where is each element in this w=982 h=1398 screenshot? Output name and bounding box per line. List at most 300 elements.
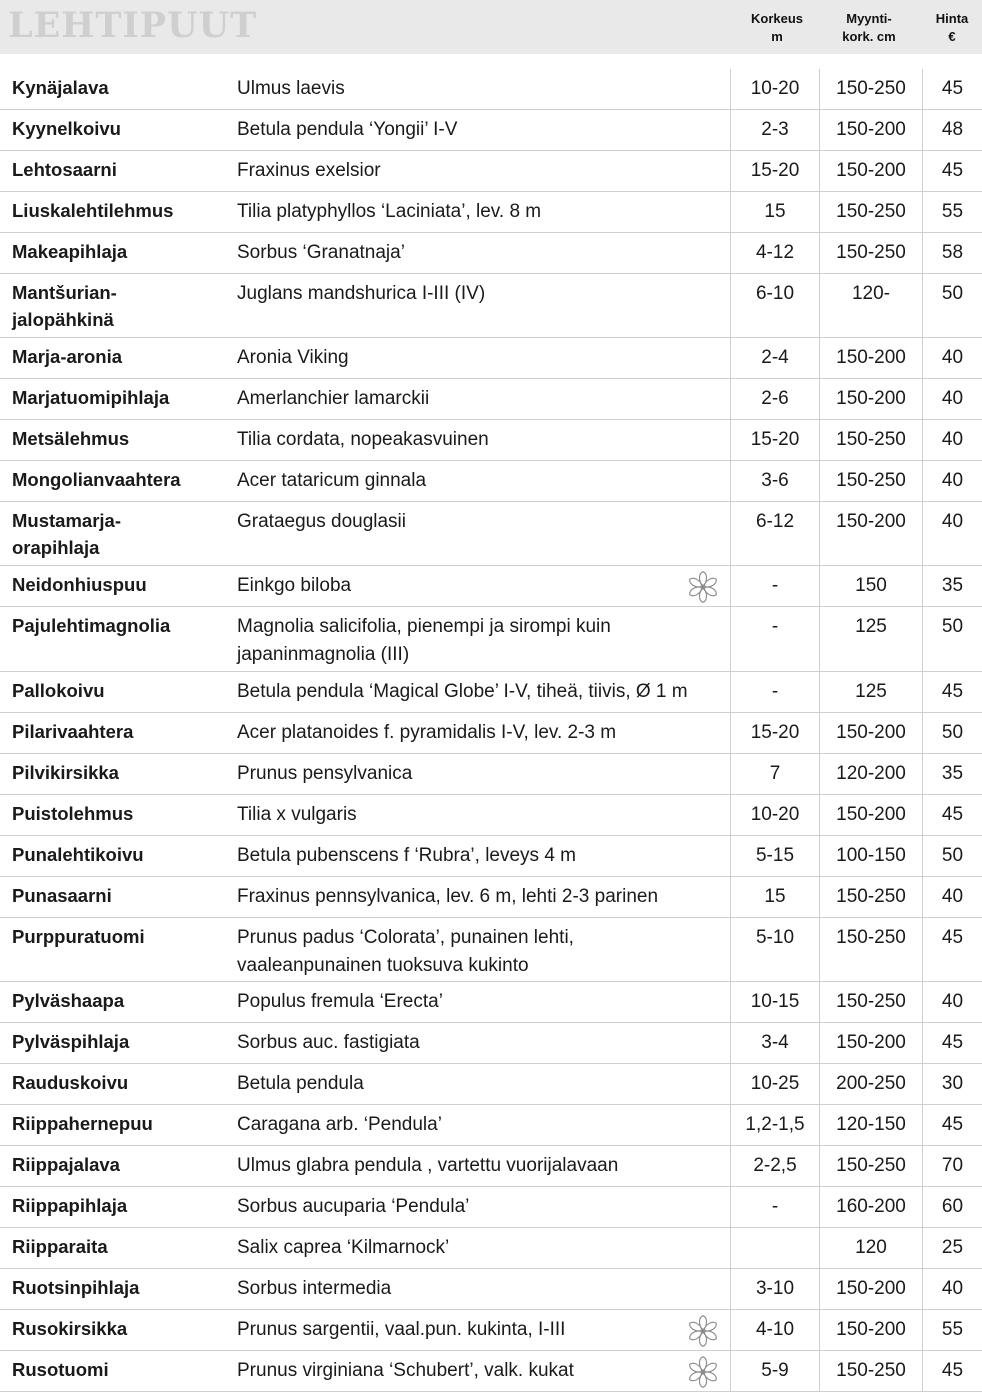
sales-height-cm bbox=[819, 1105, 922, 1145]
sales-height-cm-text: 150-200 bbox=[836, 160, 906, 181]
latin-name bbox=[236, 982, 730, 1022]
latin-name-text: Betula pubenscens f ‘Rubra’, leveys 4 m bbox=[237, 845, 577, 866]
plant-name bbox=[0, 338, 236, 378]
price-eur-text: 50 bbox=[941, 283, 964, 304]
sales-height-cm bbox=[819, 754, 922, 794]
latin-name bbox=[236, 1351, 730, 1391]
table-row bbox=[0, 754, 982, 795]
price-eur bbox=[922, 1310, 982, 1350]
plant-name bbox=[0, 877, 236, 917]
plant-name-text: Punalehtikoivu bbox=[12, 844, 144, 865]
plant-name-text: Mantšurian- jalopähkinä bbox=[12, 282, 117, 330]
column-header-price-line2: € bbox=[948, 29, 956, 44]
latin-name-text: Sorbus auc. fastigiata bbox=[237, 1032, 420, 1053]
plant-name bbox=[0, 836, 236, 876]
table-row bbox=[0, 1269, 982, 1310]
price-eur-text: 35 bbox=[941, 763, 964, 784]
latin-name-text: Tilia x vulgaris bbox=[237, 804, 357, 825]
latin-name bbox=[236, 1269, 730, 1309]
price-eur-text: 40 bbox=[941, 347, 964, 368]
sales-height-cm bbox=[819, 795, 922, 835]
sales-height-cm bbox=[819, 918, 922, 981]
height-m bbox=[730, 233, 819, 273]
height-m-text: - bbox=[771, 681, 779, 702]
latin-name bbox=[236, 877, 730, 917]
column-header-height bbox=[741, 10, 813, 46]
latin-name bbox=[236, 1064, 730, 1104]
latin-name-text: Populus fremula ‘Erecta’ bbox=[237, 991, 443, 1012]
plant-name bbox=[0, 918, 236, 981]
plant-name bbox=[0, 607, 236, 671]
height-m-text: 5-10 bbox=[755, 927, 795, 948]
price-eur bbox=[922, 836, 982, 876]
height-m-text: 6-12 bbox=[755, 511, 795, 532]
price-eur-text: 48 bbox=[941, 119, 964, 140]
height-m-text: 2-6 bbox=[761, 388, 789, 409]
plant-name bbox=[0, 982, 236, 1022]
plant-name bbox=[0, 379, 236, 419]
latin-name bbox=[236, 672, 730, 712]
plant-name-text: Rusokirsikka bbox=[12, 1318, 128, 1339]
price-eur bbox=[922, 877, 982, 917]
latin-name bbox=[236, 1146, 730, 1186]
plant-name-text: Puistolehmus bbox=[12, 803, 134, 824]
plant-name-text: Kyynelkoivu bbox=[12, 118, 121, 139]
latin-name-text: Prunus pensylvanica bbox=[237, 763, 413, 784]
latin-name-text: Tilia cordata, nopeakasvuinen bbox=[237, 429, 489, 450]
plant-name bbox=[0, 192, 236, 232]
plant-name-text: Pajulehtimagnolia bbox=[12, 615, 171, 636]
plant-name-text: Riipparaita bbox=[12, 1236, 108, 1257]
flower-icon bbox=[686, 570, 720, 604]
height-m-text: 4-10 bbox=[755, 1319, 795, 1340]
plant-name-text: Purppuratuomi bbox=[12, 926, 145, 947]
height-m bbox=[730, 877, 819, 917]
height-m bbox=[730, 151, 819, 191]
price-eur-text: 40 bbox=[941, 1278, 964, 1299]
latin-name bbox=[236, 192, 730, 232]
height-m-text: 15-20 bbox=[750, 429, 800, 450]
plant-name-text: Marjatuomipihlaja bbox=[12, 387, 170, 408]
height-m-text: 2-4 bbox=[761, 347, 789, 368]
price-eur-text: 50 bbox=[941, 616, 964, 637]
plant-name bbox=[0, 233, 236, 273]
sales-height-cm bbox=[819, 420, 922, 460]
table-row bbox=[0, 1187, 982, 1228]
sales-height-cm-text: 120-150 bbox=[836, 1114, 906, 1135]
table-row bbox=[0, 151, 982, 192]
page-title: LEHTIPUUT bbox=[8, 5, 258, 46]
plant-name bbox=[0, 566, 236, 606]
price-eur bbox=[922, 566, 982, 606]
latin-name-text: Prunus virginiana ‘Schubert’, valk. kukat bbox=[237, 1360, 574, 1381]
latin-name bbox=[236, 918, 730, 981]
column-header-sales-height bbox=[826, 10, 912, 46]
latin-name-text: Ulmus laevis bbox=[237, 78, 345, 99]
latin-name-text: Magnolia salicifolia, pienempi ja sirompi kuin japaninmagnolia (III) bbox=[237, 616, 611, 665]
sales-height-cm-text: 150-200 bbox=[836, 722, 906, 743]
latin-name bbox=[236, 110, 730, 150]
price-eur-text: 40 bbox=[941, 511, 964, 532]
table-row bbox=[0, 420, 982, 461]
price-eur bbox=[922, 1146, 982, 1186]
height-m-text: 1,2-1,5 bbox=[745, 1114, 805, 1135]
latin-name-text: Fraxinus exelsior bbox=[237, 160, 381, 181]
price-eur bbox=[922, 502, 982, 565]
table-row bbox=[0, 1310, 982, 1351]
latin-name bbox=[236, 502, 730, 565]
price-eur-text: 55 bbox=[941, 1319, 964, 1340]
price-eur bbox=[922, 1064, 982, 1104]
height-m-text: 5-15 bbox=[755, 845, 795, 866]
price-eur-text: 40 bbox=[941, 429, 964, 450]
table-row bbox=[0, 233, 982, 274]
latin-name-text: Tilia platyphyllos ‘Laciniata’, lev. 8 m bbox=[237, 201, 542, 222]
sales-height-cm-text: 150-200 bbox=[836, 1278, 906, 1299]
table-row bbox=[0, 1146, 982, 1187]
price-eur-text: 25 bbox=[941, 1237, 964, 1258]
table-row bbox=[0, 461, 982, 502]
latin-name-text: Betula pendula ‘Magical Globe’ I-V, tiheä, tiivis, Ø 1 m bbox=[237, 681, 688, 702]
price-eur-text: 40 bbox=[941, 388, 964, 409]
sales-height-cm-text: 150-250 bbox=[836, 242, 906, 263]
sales-height-cm-text: 160-200 bbox=[836, 1196, 906, 1217]
sales-height-cm bbox=[819, 461, 922, 501]
sales-height-cm-text: 150-250 bbox=[836, 201, 906, 222]
latin-name bbox=[236, 151, 730, 191]
sales-height-cm-text: 150-200 bbox=[836, 511, 906, 532]
height-m bbox=[730, 1146, 819, 1186]
sales-height-cm bbox=[819, 1146, 922, 1186]
plant-name bbox=[0, 1105, 236, 1145]
sales-height-cm bbox=[819, 233, 922, 273]
sales-height-cm-text: 150-200 bbox=[836, 1032, 906, 1053]
column-header-sales-line2: kork. cm bbox=[842, 29, 896, 44]
latin-name-text: Grataegus douglasii bbox=[237, 511, 406, 532]
latin-name-text: Einkgo biloba bbox=[237, 575, 352, 596]
height-m bbox=[730, 379, 819, 419]
height-m bbox=[730, 502, 819, 565]
sales-height-cm bbox=[819, 69, 922, 109]
latin-name-text: Prunus sargentii, vaal.pun. kukinta, I-III bbox=[237, 1319, 566, 1340]
sales-height-cm bbox=[819, 192, 922, 232]
latin-name bbox=[236, 1105, 730, 1145]
height-m bbox=[730, 1064, 819, 1104]
table-row bbox=[0, 672, 982, 713]
height-m bbox=[730, 1187, 819, 1227]
plant-name-text: Mongolianvaahtera bbox=[12, 469, 181, 490]
height-m-text: 3-10 bbox=[755, 1278, 795, 1299]
price-eur bbox=[922, 1351, 982, 1391]
table-row bbox=[0, 607, 982, 672]
sales-height-cm-text: 150-200 bbox=[836, 388, 906, 409]
table-row bbox=[0, 502, 982, 566]
latin-name-text: Juglans mandshurica I-III (IV) bbox=[237, 283, 486, 304]
table-row bbox=[0, 338, 982, 379]
sales-height-cm bbox=[819, 836, 922, 876]
price-eur bbox=[922, 461, 982, 501]
sales-height-cm bbox=[819, 1351, 922, 1391]
sales-height-cm bbox=[819, 877, 922, 917]
latin-name-text: Sorbus intermedia bbox=[237, 1278, 392, 1299]
price-eur bbox=[922, 420, 982, 460]
price-eur-text: 58 bbox=[941, 242, 964, 263]
sales-height-cm bbox=[819, 1023, 922, 1063]
table-row bbox=[0, 713, 982, 754]
price-eur-text: 30 bbox=[941, 1073, 964, 1094]
sales-height-cm-text: 120-200 bbox=[836, 763, 906, 784]
sales-height-cm-text: 120- bbox=[851, 283, 891, 304]
plant-name bbox=[0, 1023, 236, 1063]
height-m-text: 10-20 bbox=[750, 804, 800, 825]
plant-name-text: Riippahernepuu bbox=[12, 1113, 153, 1134]
table-row bbox=[0, 192, 982, 233]
price-eur bbox=[922, 795, 982, 835]
price-eur bbox=[922, 1269, 982, 1309]
plant-name bbox=[0, 69, 236, 109]
price-eur bbox=[922, 69, 982, 109]
latin-name-text: Ulmus glabra pendula , vartettu vuorijalavaan bbox=[237, 1155, 619, 1176]
latin-name bbox=[236, 566, 730, 606]
price-eur bbox=[922, 274, 982, 337]
latin-name bbox=[236, 1228, 730, 1268]
price-eur bbox=[922, 982, 982, 1022]
height-m-text: 10-15 bbox=[750, 991, 800, 1012]
table-row bbox=[0, 918, 982, 982]
plant-name-text: Rusotuomi bbox=[12, 1359, 109, 1380]
latin-name-text: Caragana arb. ‘Pendula’ bbox=[237, 1114, 442, 1135]
plant-name bbox=[0, 420, 236, 460]
plant-name bbox=[0, 461, 236, 501]
height-m-text: - bbox=[771, 575, 779, 596]
plant-name-text: Pallokoivu bbox=[12, 680, 105, 701]
latin-name-text: Fraxinus pennsylvanica, lev. 6 m, lehti 2-3 parinen bbox=[237, 886, 659, 907]
sales-height-cm bbox=[819, 1310, 922, 1350]
sales-height-cm bbox=[819, 1269, 922, 1309]
table-row bbox=[0, 379, 982, 420]
height-m bbox=[730, 566, 819, 606]
plant-name-text: Mustamarja- orapihlaja bbox=[12, 510, 121, 558]
price-eur bbox=[922, 233, 982, 273]
sales-height-cm bbox=[819, 982, 922, 1022]
height-m-text: 15 bbox=[764, 201, 786, 222]
sales-height-cm bbox=[819, 110, 922, 150]
latin-name-text: Aronia Viking bbox=[237, 347, 349, 368]
latin-name-text: Acer tataricum ginnala bbox=[237, 470, 427, 491]
table-row bbox=[0, 69, 982, 110]
flower-icon bbox=[686, 1355, 720, 1389]
height-m bbox=[730, 69, 819, 109]
table-row bbox=[0, 836, 982, 877]
sales-height-cm-text: 125 bbox=[855, 616, 887, 637]
sales-height-cm-text: 150-250 bbox=[836, 78, 906, 99]
plant-name-text: Pylväspihlaja bbox=[12, 1031, 130, 1052]
price-eur-text: 45 bbox=[941, 160, 964, 181]
height-m bbox=[730, 338, 819, 378]
height-m-text: - bbox=[771, 616, 779, 637]
column-header-height-line1: Korkeus bbox=[750, 11, 804, 26]
sales-height-cm-text: 150-250 bbox=[836, 470, 906, 491]
plant-name-text: Neidonhiuspuu bbox=[12, 574, 147, 595]
plant-name-text: Punasaarni bbox=[12, 885, 112, 906]
height-m bbox=[730, 1351, 819, 1391]
latin-name-text: Betula pendula ‘Yongii’ I-V bbox=[237, 119, 458, 140]
height-m bbox=[730, 1023, 819, 1063]
sales-height-cm bbox=[819, 566, 922, 606]
price-eur-text: 60 bbox=[941, 1196, 964, 1217]
height-m bbox=[730, 713, 819, 753]
plant-name bbox=[0, 1146, 236, 1186]
flower-icon bbox=[686, 1314, 720, 1348]
price-eur bbox=[922, 151, 982, 191]
height-m-text: 10-25 bbox=[750, 1073, 800, 1094]
price-eur bbox=[922, 338, 982, 378]
plant-name-text: Pilvikirsikka bbox=[12, 762, 119, 783]
height-m-text: 3-6 bbox=[761, 470, 789, 491]
price-eur bbox=[922, 1228, 982, 1268]
price-eur bbox=[922, 1023, 982, 1063]
height-m-text: 5-9 bbox=[761, 1360, 789, 1381]
latin-name bbox=[236, 713, 730, 753]
price-eur-text: 70 bbox=[941, 1155, 964, 1176]
price-eur-text: 45 bbox=[941, 681, 964, 702]
height-m bbox=[730, 1310, 819, 1350]
height-m-text: 7 bbox=[769, 763, 781, 784]
plant-name bbox=[0, 110, 236, 150]
height-m bbox=[730, 795, 819, 835]
height-m-text: 15 bbox=[764, 886, 786, 907]
sales-height-cm-text: 150-250 bbox=[836, 991, 906, 1012]
latin-name bbox=[236, 461, 730, 501]
sales-height-cm-text: 150-200 bbox=[836, 347, 906, 368]
latin-name bbox=[236, 274, 730, 337]
plant-name bbox=[0, 1310, 236, 1350]
latin-name bbox=[236, 754, 730, 794]
sales-height-cm bbox=[819, 338, 922, 378]
table-row bbox=[0, 1023, 982, 1064]
sales-height-cm bbox=[819, 274, 922, 337]
plant-name bbox=[0, 795, 236, 835]
height-m bbox=[730, 754, 819, 794]
price-eur-text: 40 bbox=[941, 886, 964, 907]
table-row bbox=[0, 274, 982, 338]
price-eur-text: 45 bbox=[941, 804, 964, 825]
plant-table bbox=[0, 69, 982, 1392]
height-m bbox=[730, 420, 819, 460]
sales-height-cm bbox=[819, 1064, 922, 1104]
table-row bbox=[0, 1105, 982, 1146]
plant-name-text: Lehtosaarni bbox=[12, 159, 117, 180]
column-header-sales-line1: Myynti- bbox=[846, 11, 892, 26]
latin-name-text: Sorbus aucuparia ‘Pendula’ bbox=[237, 1196, 470, 1217]
sales-height-cm bbox=[819, 502, 922, 565]
height-m-text: 4-12 bbox=[755, 242, 795, 263]
sales-height-cm-text: 150-250 bbox=[836, 429, 906, 450]
price-eur-text: 45 bbox=[941, 927, 964, 948]
latin-name-text: Sorbus ‘Granatnaja’ bbox=[237, 242, 405, 263]
price-eur-text: 50 bbox=[941, 722, 964, 743]
price-eur bbox=[922, 754, 982, 794]
plant-name bbox=[0, 1064, 236, 1104]
height-m bbox=[730, 192, 819, 232]
sales-height-cm bbox=[819, 1228, 922, 1268]
plant-name bbox=[0, 1228, 236, 1268]
plant-name bbox=[0, 672, 236, 712]
plant-name bbox=[0, 274, 236, 337]
sales-height-cm-text: 150-250 bbox=[836, 1155, 906, 1176]
latin-name bbox=[236, 69, 730, 109]
price-eur bbox=[922, 918, 982, 981]
column-header-height-line2: m bbox=[771, 29, 783, 44]
table-row bbox=[0, 110, 982, 151]
table-row bbox=[0, 795, 982, 836]
sales-height-cm-text: 200-250 bbox=[836, 1073, 906, 1094]
plant-name-text: Rauduskoivu bbox=[12, 1072, 129, 1093]
price-eur-text: 40 bbox=[941, 470, 964, 491]
latin-name-text: Prunus padus ‘Colorata’, punainen lehti, vaaleanpunainen tuoksuva kukinto bbox=[237, 927, 574, 976]
price-eur-text: 45 bbox=[941, 1360, 964, 1381]
latin-name bbox=[236, 233, 730, 273]
plant-name bbox=[0, 1351, 236, 1391]
height-m bbox=[730, 672, 819, 712]
plant-name-text: Makeapihlaja bbox=[12, 241, 128, 262]
plant-name bbox=[0, 1269, 236, 1309]
table-row bbox=[0, 566, 982, 607]
height-m-text: 6-10 bbox=[755, 283, 795, 304]
latin-name-text: Amerlanchier lamarckii bbox=[237, 388, 430, 409]
price-eur-text: 50 bbox=[941, 845, 964, 866]
height-m bbox=[730, 274, 819, 337]
latin-name-text: Salix caprea ‘Kilmarnock’ bbox=[237, 1237, 450, 1258]
price-eur bbox=[922, 1187, 982, 1227]
plant-name-text: Pylväshaapa bbox=[12, 990, 125, 1011]
height-m bbox=[730, 836, 819, 876]
plant-name bbox=[0, 1187, 236, 1227]
sales-height-cm bbox=[819, 1187, 922, 1227]
table-row bbox=[0, 1351, 982, 1392]
price-eur bbox=[922, 1105, 982, 1145]
height-m bbox=[730, 1269, 819, 1309]
latin-name-text: Betula pendula bbox=[237, 1073, 364, 1094]
latin-name bbox=[236, 1310, 730, 1350]
height-m-text: 15-20 bbox=[750, 722, 800, 743]
sales-height-cm-text: 120 bbox=[855, 1237, 887, 1258]
plant-name-text: Pilarivaahtera bbox=[12, 721, 134, 742]
latin-name bbox=[236, 795, 730, 835]
price-eur-text: 55 bbox=[941, 201, 964, 222]
plant-name-text: Ruotsinpihlaja bbox=[12, 1277, 140, 1298]
height-m bbox=[730, 1105, 819, 1145]
column-header-price-line1: Hinta bbox=[935, 11, 969, 26]
price-eur bbox=[922, 379, 982, 419]
table-row bbox=[0, 877, 982, 918]
price-eur-text: 45 bbox=[941, 78, 964, 99]
sales-height-cm bbox=[819, 151, 922, 191]
latin-name-text: Acer platanoides f. pyramidalis I-V, lev. 2-3 m bbox=[237, 722, 617, 743]
sales-height-cm-text: 150-200 bbox=[836, 119, 906, 140]
plant-name-text: Liuskalehtilehmus bbox=[12, 200, 174, 221]
sales-height-cm-text: 125 bbox=[855, 681, 887, 702]
plant-name-text: Metsälehmus bbox=[12, 428, 130, 449]
sales-height-cm-text: 150-200 bbox=[836, 804, 906, 825]
plant-name bbox=[0, 754, 236, 794]
price-eur-text: 45 bbox=[941, 1114, 964, 1135]
price-eur-text: 40 bbox=[941, 991, 964, 1012]
latin-name bbox=[236, 420, 730, 460]
height-m-text: 15-20 bbox=[750, 160, 800, 181]
table-row bbox=[0, 1228, 982, 1269]
plant-name bbox=[0, 502, 236, 565]
